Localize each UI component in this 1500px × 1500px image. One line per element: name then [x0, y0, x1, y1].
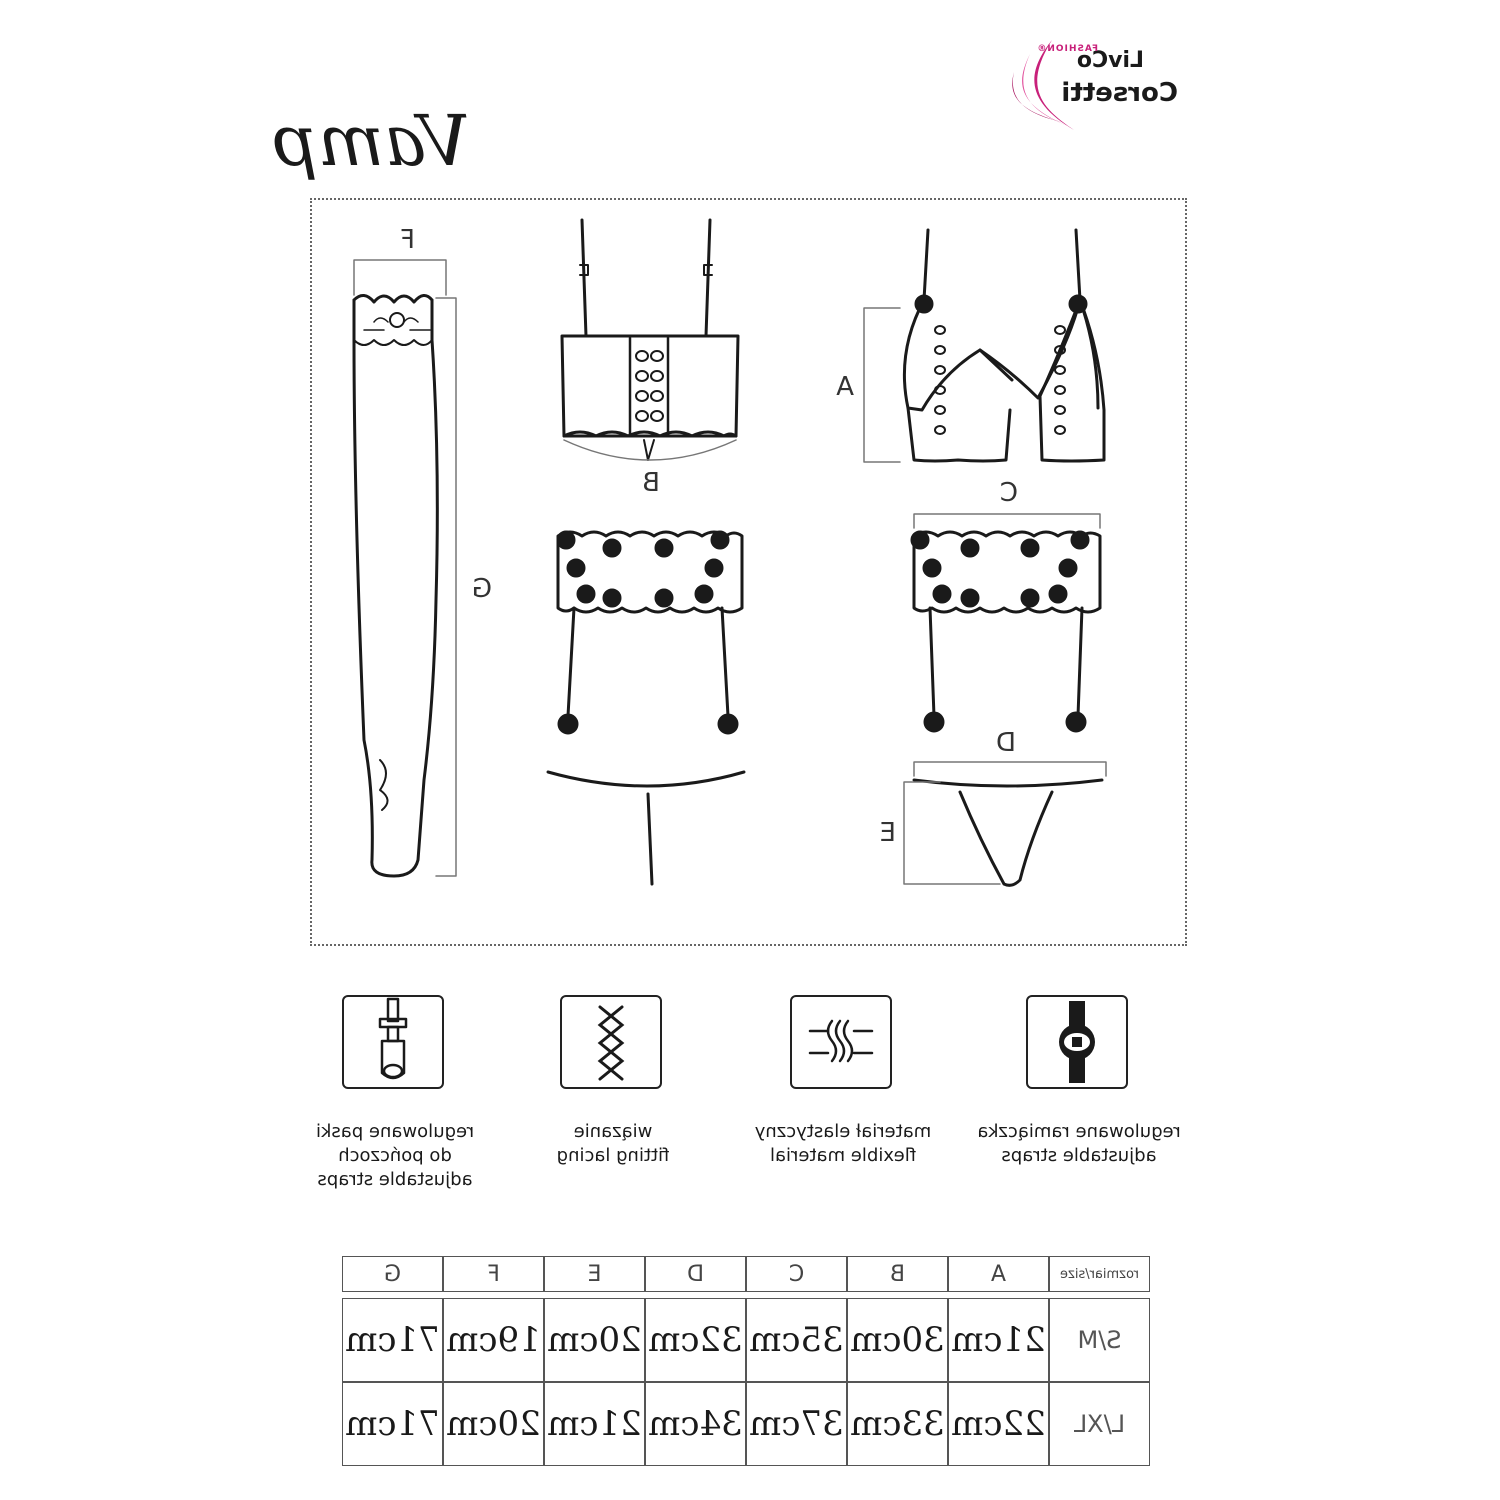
size-value: 20cm: [544, 1298, 645, 1382]
dimension-label-E: E: [879, 818, 896, 848]
feature-caption: [728, 1120, 958, 1168]
size-value: 20cm: [443, 1382, 544, 1466]
dimension-label-G: G: [471, 574, 492, 604]
dimension-label-A: A: [836, 372, 854, 402]
size-value: 30cm: [847, 1298, 948, 1382]
size-value: 21cm: [948, 1298, 1049, 1382]
size-table-row: [342, 1298, 1150, 1382]
feature-caption-line: adjustable straps: [1001, 1145, 1157, 1166]
size-label: S/M: [1049, 1298, 1150, 1382]
feature-caption-line: regulowane ramiączka: [977, 1121, 1181, 1142]
feature-caption-line: wiązanie: [573, 1121, 653, 1142]
size-value: 71cm: [342, 1298, 443, 1382]
feature-icon-box: [342, 995, 444, 1089]
dimension-label-B: B: [642, 468, 660, 498]
size-value: 35cm: [746, 1298, 847, 1382]
adjustable-shoulder-strap-icon: [1028, 997, 1126, 1087]
feature-caption-line: flexible material: [769, 1145, 917, 1166]
brand-name-top: LivCo: [1076, 48, 1144, 73]
feature-caption: [280, 1120, 510, 1192]
feature-caption-line: regulowane paski: [315, 1121, 475, 1142]
size-table-column-header: C: [746, 1256, 847, 1292]
size-table: [342, 1256, 1150, 1466]
size-table-column-header: F: [443, 1256, 544, 1292]
feature-caption: [964, 1120, 1194, 1168]
dimension-label-D: D: [995, 728, 1016, 758]
size-table-column-header: A: [948, 1256, 1049, 1292]
size-table-column-header: G: [342, 1256, 443, 1292]
brand-logo: [1012, 38, 1182, 134]
feature-caption-line: do pończoch: [338, 1145, 452, 1166]
size-value: 33cm: [847, 1382, 948, 1466]
size-value: 32cm: [645, 1298, 746, 1382]
feature-caption: [498, 1120, 728, 1168]
size-value: 21cm: [544, 1382, 645, 1466]
size-table-header-row: [342, 1256, 1150, 1292]
technical-drawing-frame: [310, 198, 1187, 946]
size-label: L/XL: [1049, 1382, 1150, 1466]
feature-icon-box: [790, 995, 892, 1089]
dimension-label-C: C: [999, 478, 1018, 508]
size-table-column-header: E: [544, 1256, 645, 1292]
feature-icon-box: [1026, 995, 1128, 1089]
flexible-material-icon: [792, 997, 890, 1087]
product-title: Vamp: [272, 100, 470, 182]
size-table-row: [342, 1382, 1150, 1466]
feature-caption-line: adjustable straps: [317, 1169, 473, 1190]
size-table-column-header: D: [645, 1256, 746, 1292]
garter-strap-icon: [344, 997, 442, 1087]
size-value: 71cm: [342, 1382, 443, 1466]
size-table-column-header: B: [847, 1256, 948, 1292]
brand-swoosh-icon: [1010, 38, 1082, 134]
size-value: 22cm: [948, 1382, 1049, 1466]
brand-name-small: FASHION®: [1036, 44, 1098, 54]
brand-name-bottom: Corsetti: [1061, 78, 1178, 108]
size-value: 37cm: [746, 1382, 847, 1466]
size-value: 34cm: [645, 1382, 746, 1466]
feature-caption-line: fitting lacing: [556, 1145, 670, 1166]
feature-caption-line: materiał elastyczny: [754, 1121, 932, 1142]
feature-icon-box: [560, 995, 662, 1089]
size-value: 19cm: [443, 1298, 544, 1382]
dimension-label-F: F: [400, 225, 415, 255]
size-table-header-label: rozmiar/size: [1049, 1256, 1150, 1292]
lacing-icon: [562, 997, 660, 1087]
